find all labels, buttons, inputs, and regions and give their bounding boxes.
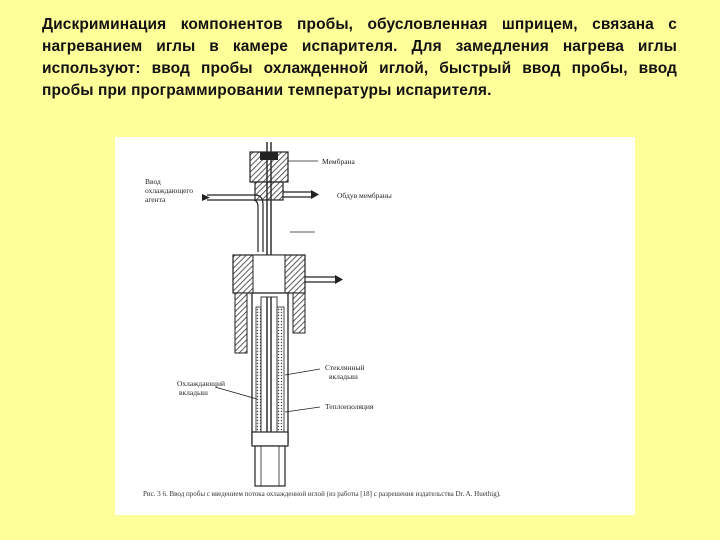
coolant-inlet-tube [202,194,263,252]
figure-caption: Рис. 3 6. Ввод пробы с введением потока охлажденной иглой (из работы [18] с разрешения издательства Dr. A. Huethig). [143,490,501,498]
vaporizer-tube [252,293,288,486]
label-insulation: Теплоизоляция [325,402,374,411]
label-cooling-insert-line2: вкладыш [179,388,208,397]
injector-diagram-figure [115,137,635,515]
slide-text: Дискриминация компонентов пробы, обусловленная шприцем, связана с нагреванием иглы в камере испарителя. Для замедления нагрева иглы используют: ввод пробы охлажденной иглой, быстрый ввод пробы, ввод пробы при программировании температуры испарителя. [42,16,677,99]
label-glass-liner-line2: вкладыш [329,372,358,381]
septum-purge-outlet [283,190,319,199]
label-coolant-line3: агента [145,195,166,204]
carrier-gas-line [305,275,343,284]
label-cooling-insert-line1: Охлаждающий [177,379,225,388]
label-coolant-line1: Ввод [145,177,161,186]
label-glass-liner-line1: Стеклянный [325,363,365,372]
label-purge: Обдув мембраны [337,191,392,200]
label-coolant-line2: охлаждающего [145,186,194,195]
label-membrane: Мембрана [322,157,355,166]
septum-head [250,152,288,200]
